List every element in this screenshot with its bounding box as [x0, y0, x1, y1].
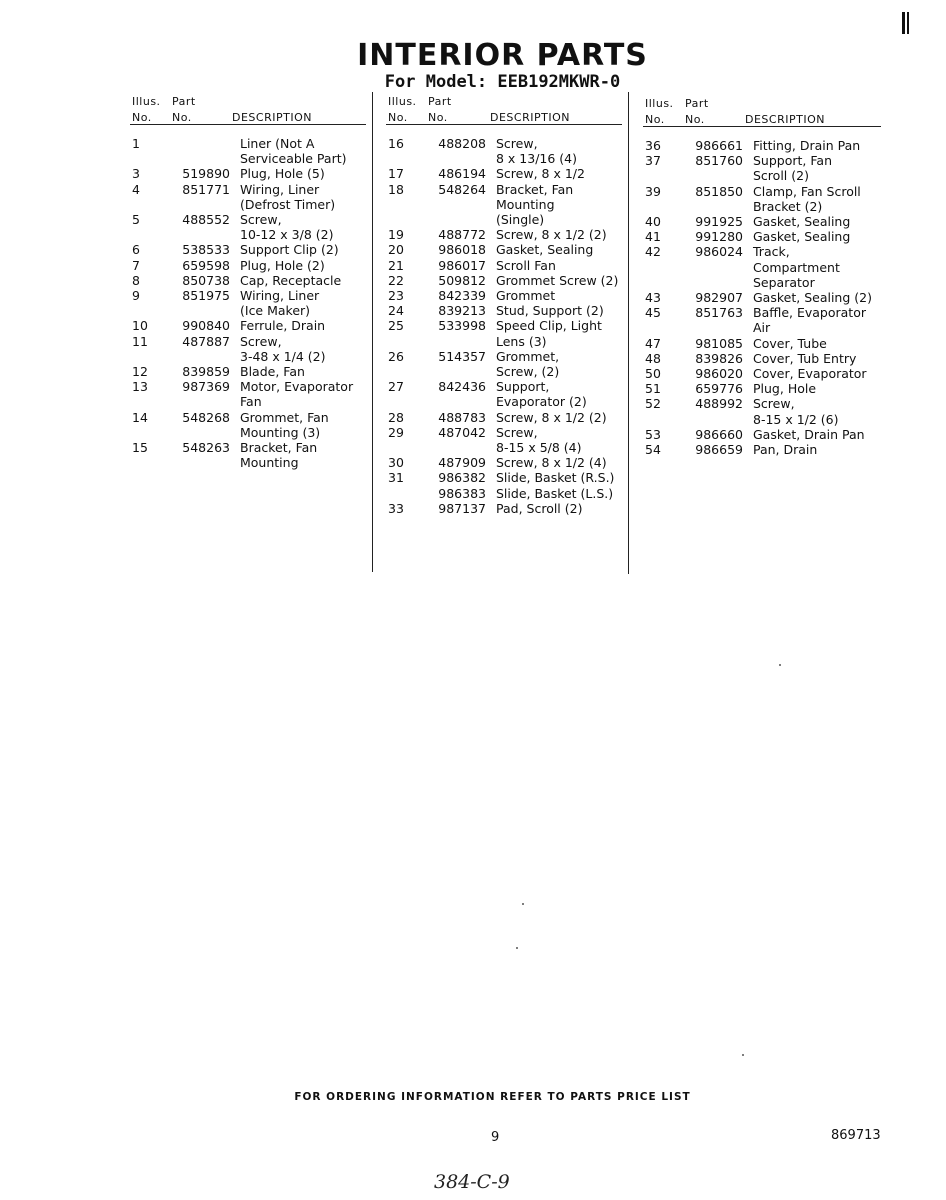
- part-description: Grommet, Fan Mounting (3): [240, 409, 329, 440]
- illus-number: 20: [388, 242, 404, 258]
- header-part-no: No.: [685, 113, 705, 126]
- parts-column-1: [130, 92, 366, 470]
- part-number: 991280: [695, 229, 743, 245]
- part-description: Plug, Hole (2): [240, 257, 325, 273]
- part-description: Slide, Basket (R.S.): [496, 470, 615, 486]
- table-row: [643, 427, 881, 442]
- illus-number: 39: [645, 183, 661, 199]
- column-divider-1: [372, 92, 373, 572]
- part-number: 514357: [438, 348, 486, 364]
- part-description: Wiring, Liner (Defrost Timer): [240, 181, 336, 212]
- part-description: Pad, Scroll (2): [496, 500, 583, 516]
- illus-number: 47: [645, 335, 661, 351]
- part-description: Stud, Support (2): [496, 303, 604, 319]
- part-number: 986017: [438, 257, 486, 273]
- part-number: 851771: [182, 181, 230, 197]
- table-row: [643, 351, 881, 366]
- illus-number: 14: [132, 409, 148, 425]
- header-rule: [130, 124, 366, 125]
- illus-number: 29: [388, 424, 404, 440]
- table-row: [130, 410, 366, 440]
- part-description: Gasket, Drain Pan: [753, 426, 865, 442]
- table-row: [386, 455, 622, 470]
- part-number: 488992: [695, 396, 743, 412]
- part-description: Screw, 8 x 1/2 (2): [496, 409, 607, 425]
- part-number: 538533: [182, 242, 230, 258]
- handwritten-note: [430, 1166, 570, 1196]
- part-number: 488208: [438, 136, 486, 151]
- illus-number: 52: [645, 396, 661, 412]
- header-description: DESCRIPTION: [490, 111, 570, 124]
- part-description: Support, Evaporator (2): [496, 379, 587, 410]
- illus-number: 31: [388, 470, 404, 486]
- part-description: Gasket, Sealing (2): [753, 290, 872, 306]
- part-number: 548264: [438, 181, 486, 197]
- illus-number: 27: [388, 379, 404, 395]
- part-description: Baffle, Evaporator Air: [753, 305, 866, 336]
- part-description: Screw, 8-15 x 5/8 (4): [496, 424, 582, 456]
- illus-number: 53: [645, 426, 661, 442]
- table-row: [386, 303, 622, 318]
- illus-number: 54: [645, 442, 661, 458]
- part-number: 487887: [182, 333, 230, 349]
- part-description: Cover, Tube: [753, 335, 827, 351]
- table-row: [643, 305, 881, 335]
- table-row: [130, 258, 366, 273]
- part-description: Bracket, Fan Mounting (Single): [496, 181, 574, 228]
- part-number: 839826: [695, 350, 743, 366]
- illus-number: 4: [132, 181, 140, 197]
- part-description: Fitting, Drain Pan: [753, 138, 861, 153]
- illus-number: 12: [132, 364, 148, 380]
- part-number: 986024: [695, 244, 743, 260]
- page-title: INTERIOR PARTS: [357, 38, 648, 73]
- table-row: [386, 242, 622, 257]
- parts-rows: [130, 136, 366, 470]
- part-description: Screw, 8 x 1/2: [496, 166, 585, 182]
- column-header: [643, 94, 881, 128]
- header-illus-no: No.: [645, 113, 665, 126]
- part-number: 659776: [695, 381, 743, 397]
- part-description: Speed Clip, Light Lens (3): [496, 318, 602, 349]
- part-number: 981085: [695, 335, 743, 351]
- illus-number: 22: [388, 272, 404, 288]
- column-header: [386, 92, 622, 126]
- illus-number: 36: [645, 138, 661, 153]
- table-row: [386, 288, 622, 303]
- header-rule: [643, 126, 881, 127]
- part-number: 839213: [438, 303, 486, 319]
- part-description: Support Clip (2): [240, 242, 339, 258]
- illus-number: 28: [388, 409, 404, 425]
- table-row: [643, 214, 881, 229]
- part-number: 842436: [438, 379, 486, 395]
- part-number: 533998: [438, 318, 486, 334]
- column-header: [130, 92, 366, 126]
- part-description: Cap, Receptacle: [240, 272, 342, 288]
- part-description: Grommet: [496, 288, 556, 304]
- table-row: [643, 442, 881, 457]
- part-number: 986018: [438, 242, 486, 258]
- illus-number: 23: [388, 288, 404, 304]
- parts-rows: [643, 138, 881, 457]
- table-row: [130, 166, 366, 181]
- table-row: [386, 318, 622, 348]
- part-description: Cover, Tub Entry: [753, 350, 857, 366]
- table-row: [643, 396, 881, 426]
- document-number: 869713: [831, 1128, 881, 1143]
- corner-mark: [902, 12, 905, 34]
- table-row: [643, 336, 881, 351]
- table-row: [386, 273, 622, 288]
- header-part: Part: [172, 95, 196, 108]
- part-description: Ferrule, Drain: [240, 318, 326, 334]
- page-number: 9: [491, 1130, 500, 1145]
- part-description: Bracket, Fan Mounting: [240, 440, 318, 471]
- table-row: [130, 334, 366, 364]
- model-subtitle: For Model: EEB192MKWR-0: [384, 72, 621, 92]
- table-row: [130, 379, 366, 409]
- part-description: Liner (Not A Serviceable Part): [240, 136, 347, 167]
- illus-number: 40: [645, 214, 661, 230]
- scan-speck: [522, 903, 524, 905]
- header-part-no: No.: [428, 111, 448, 124]
- illus-number: 45: [645, 305, 661, 321]
- part-description: Wiring, Liner (Ice Maker): [240, 288, 320, 319]
- illus-number: 18: [388, 181, 404, 197]
- table-row: [386, 227, 622, 242]
- table-row: [130, 182, 366, 212]
- part-description: Scroll Fan: [496, 257, 556, 273]
- table-row: [386, 379, 622, 409]
- parts-column-2: [386, 92, 622, 516]
- part-number: 487909: [438, 455, 486, 471]
- illus-number: 42: [645, 244, 661, 260]
- scan-speck: [742, 1054, 744, 1056]
- header-rule: [386, 124, 622, 125]
- table-row: [130, 273, 366, 288]
- header-illus-no: No.: [132, 111, 152, 124]
- table-row: [643, 153, 881, 183]
- handwritten-text: 384-C-9: [434, 1171, 510, 1193]
- illus-number: 10: [132, 318, 148, 334]
- illus-number: 43: [645, 290, 661, 306]
- part-number: 659598: [182, 257, 230, 273]
- part-description: Slide, Basket (L.S.): [496, 485, 614, 501]
- part-number: 488783: [438, 409, 486, 425]
- part-description: Screw, 8 x 1/2 (2): [496, 227, 607, 243]
- part-description: Gasket, Sealing: [753, 214, 851, 230]
- part-number: 987369: [182, 379, 230, 395]
- illus-number: 8: [132, 272, 140, 288]
- part-description: Motor, Evaporator Fan: [240, 379, 354, 410]
- scan-speck: [779, 664, 781, 666]
- table-row: [386, 166, 622, 181]
- illus-number: 9: [132, 288, 140, 304]
- table-row: [130, 364, 366, 379]
- part-description: Cover, Evaporator: [753, 366, 867, 382]
- illus-number: 21: [388, 257, 404, 273]
- illus-number: 7: [132, 257, 140, 273]
- table-row: [643, 381, 881, 396]
- illus-number: 51: [645, 381, 661, 397]
- illus-number: 48: [645, 350, 661, 366]
- illus-number: 50: [645, 366, 661, 382]
- part-number: 519890: [182, 166, 230, 182]
- illus-number: 1: [132, 136, 140, 151]
- table-row: [386, 470, 622, 485]
- table-row: [643, 244, 881, 290]
- table-row: [643, 138, 881, 153]
- illus-number: 13: [132, 379, 148, 395]
- part-number: 986660: [695, 426, 743, 442]
- part-number: 851763: [695, 305, 743, 321]
- part-number: 990840: [182, 318, 230, 334]
- part-number: 851975: [182, 288, 230, 304]
- part-description: Screw, 8-15 x 1/2 (6): [753, 396, 839, 427]
- table-row: [643, 184, 881, 214]
- part-description: Blade, Fan: [240, 364, 305, 380]
- part-number: 850738: [182, 272, 230, 288]
- header-illus: Illus.: [132, 95, 161, 108]
- illus-number: 11: [132, 333, 148, 349]
- part-description: Plug, Hole (5): [240, 166, 325, 182]
- header-description: DESCRIPTION: [232, 111, 312, 124]
- table-row: [386, 136, 622, 166]
- part-number: 487042: [438, 424, 486, 440]
- header-part: Part: [685, 97, 709, 110]
- table-row: [643, 290, 881, 305]
- table-row: [130, 288, 366, 318]
- header-illus: Illus.: [388, 95, 417, 108]
- table-row: [130, 136, 366, 166]
- illus-number: 16: [388, 136, 404, 151]
- part-description: Track, Compartment Separator: [753, 244, 840, 290]
- ordering-note: FOR ORDERING INFORMATION REFER TO PARTS PRICE LIST: [294, 1091, 691, 1103]
- header-part: Part: [428, 95, 452, 108]
- table-row: [130, 318, 366, 333]
- part-number: 986382: [438, 470, 486, 486]
- table-row: [130, 242, 366, 257]
- illus-number: 33: [388, 500, 404, 516]
- part-number: 987137: [438, 500, 486, 516]
- illus-number: 17: [388, 166, 404, 182]
- table-row: [386, 425, 622, 455]
- part-description: Screw, 3-48 x 1/4 (2): [240, 333, 326, 364]
- table-row: [386, 349, 622, 379]
- illus-number: 6: [132, 242, 140, 258]
- table-row: [643, 366, 881, 381]
- table-row: [386, 501, 622, 516]
- header-illus: Illus.: [645, 97, 674, 110]
- part-number: 548263: [182, 440, 230, 456]
- illus-number: 19: [388, 227, 404, 243]
- part-number: 548268: [182, 409, 230, 425]
- scan-speck: [516, 947, 518, 949]
- part-number: 986659: [695, 442, 743, 458]
- illus-number: 26: [388, 348, 404, 364]
- table-row: [386, 258, 622, 273]
- illus-number: 15: [132, 440, 148, 456]
- parts-rows: [386, 136, 622, 516]
- part-number: 842339: [438, 288, 486, 304]
- illus-number: 37: [645, 153, 661, 169]
- table-row: [130, 212, 366, 242]
- illus-number: 3: [132, 166, 140, 182]
- part-number: 986661: [695, 138, 743, 153]
- part-description: Gasket, Sealing: [496, 242, 594, 258]
- illus-number: 24: [388, 303, 404, 319]
- part-number: 986020: [695, 366, 743, 382]
- header-description: DESCRIPTION: [745, 113, 825, 126]
- part-number: 851760: [695, 153, 743, 169]
- part-description: Screw, 10-12 x 3/8 (2): [240, 212, 334, 243]
- column-divider-2: [628, 92, 629, 574]
- part-number: 991925: [695, 214, 743, 230]
- illus-number: 5: [132, 212, 140, 228]
- illus-number: 30: [388, 455, 404, 471]
- part-description: Support, Fan Scroll (2): [753, 153, 832, 184]
- parts-column-3: [643, 94, 881, 457]
- table-row: [643, 229, 881, 244]
- part-description: Screw, 8 x 1/2 (4): [496, 455, 607, 471]
- part-description: Pan, Drain: [753, 442, 818, 458]
- part-number: 486194: [438, 166, 486, 182]
- illus-number: 41: [645, 229, 661, 245]
- header-part-no: No.: [172, 111, 192, 124]
- part-number: 488772: [438, 227, 486, 243]
- part-number: 982907: [695, 290, 743, 306]
- part-description: Gasket, Sealing: [753, 229, 851, 245]
- part-description: Grommet Screw (2): [496, 272, 619, 288]
- part-description: Clamp, Fan Scroll Bracket (2): [753, 183, 861, 214]
- part-number: 839859: [182, 364, 230, 380]
- table-row: [130, 440, 366, 470]
- table-row: [386, 182, 622, 228]
- table-row: [386, 410, 622, 425]
- part-number: 488552: [182, 212, 230, 228]
- part-description: Grommet, Screw, (2): [496, 348, 560, 380]
- part-description: Screw, 8 x 13/16 (4): [496, 136, 577, 167]
- part-number: 986383: [438, 485, 486, 501]
- part-number: 851850: [695, 183, 743, 199]
- illus-number: 25: [388, 318, 404, 334]
- header-illus-no: No.: [388, 111, 408, 124]
- part-description: Plug, Hole: [753, 381, 817, 397]
- table-row: [386, 486, 622, 501]
- part-number: 509812: [438, 272, 486, 288]
